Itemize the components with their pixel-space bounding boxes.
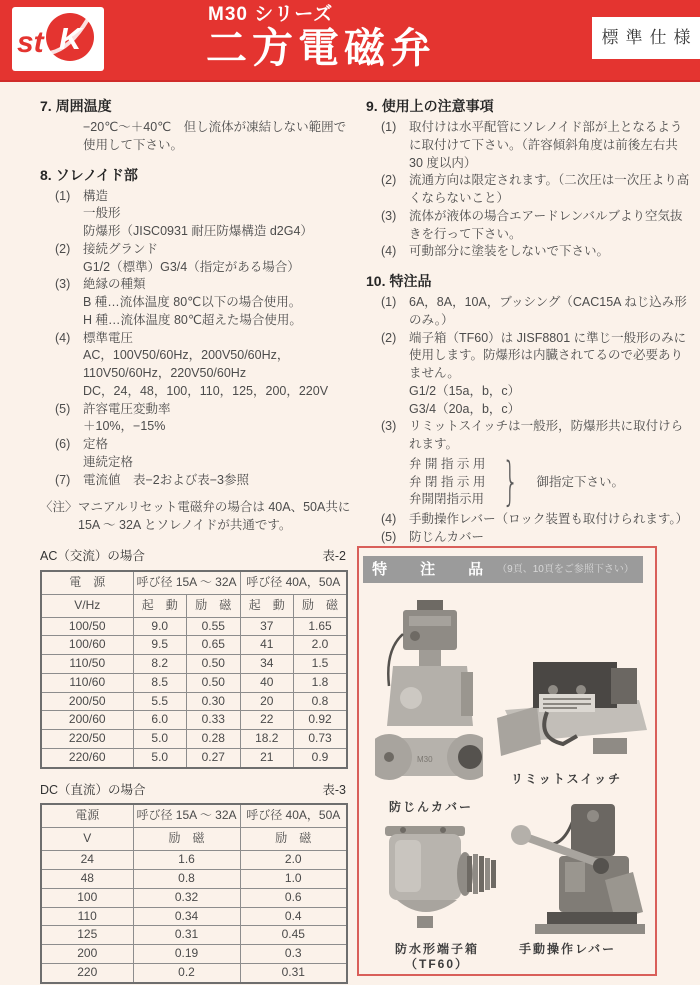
standard-spec-badge: 標準仕様 [592, 17, 700, 59]
list-subitem [55, 259, 358, 277]
table-cell: 100/50 [41, 617, 133, 636]
table-cell: 8.2 [133, 655, 187, 674]
section-heading [40, 165, 358, 185]
list-item [55, 401, 358, 419]
table-cell: 21 [240, 748, 294, 767]
left-sections [40, 96, 358, 489]
list-item [381, 330, 690, 383]
table-row [41, 673, 347, 692]
subitem-text: H 種…流体温度 80℃超えた場合使用。 [83, 312, 302, 327]
table-cell: 37 [240, 617, 294, 636]
table-cell: 220/60 [41, 748, 133, 767]
item-text: 構造 [83, 188, 109, 203]
table-row [41, 655, 347, 674]
table-header-cell: 呼び径 40A，50A [240, 571, 347, 595]
subitem-indent [381, 401, 409, 419]
special-products-subtitle: （9頁、10頁をご参照下さい） [497, 563, 634, 575]
item-label: (6) [55, 437, 71, 451]
note-block [40, 499, 358, 535]
item-text: 接続グランド [83, 241, 159, 256]
section-heading [366, 96, 690, 116]
caption-terminal-box-line1: 防水形端子箱 [394, 942, 479, 956]
table-cell: 100/60 [41, 636, 133, 655]
table-cell: 5.0 [133, 748, 187, 767]
table-cell: 0.55 [187, 617, 241, 636]
table-row [41, 851, 347, 870]
list-subitem [381, 383, 690, 401]
table-header-cell: 電源 [41, 804, 133, 828]
table-cell: 125 [41, 926, 133, 945]
table-cell: 18.2 [240, 730, 294, 749]
section-title: 特注品 [389, 273, 432, 289]
brace-note: 御指定下さい。 [536, 474, 625, 489]
list-item [55, 276, 358, 294]
list-subitem [55, 383, 358, 401]
table-row [41, 636, 347, 655]
right-column [366, 96, 690, 557]
table-cell: 40 [240, 673, 294, 692]
list-item [381, 418, 690, 454]
table-header-cell: 励 磁 [133, 828, 240, 851]
item-label: (1) [381, 120, 397, 134]
page-title: 二方電磁弁 [206, 25, 436, 71]
list-item [381, 119, 690, 172]
item-label: (3) [381, 419, 397, 434]
item-text: −20℃〜＋40℃ 但し流体が凍結しない範囲で使用して下さい。 [83, 120, 347, 152]
subitem-text: 防爆形（JISC0931 耐圧防爆構造 d2G4） [83, 224, 313, 238]
item-label: (4) [381, 244, 397, 259]
limit-switch-photo-icon [497, 648, 647, 766]
dc-table-ref: 表-3 [322, 782, 346, 797]
table-header-cell: 呼び径 40A，50A [240, 804, 347, 828]
left-column [40, 96, 358, 984]
item-text: 可動部分に塗装をしないで下さい。 [409, 244, 610, 259]
table-row [41, 748, 347, 767]
table-header-cell: V/Hz [41, 594, 133, 617]
logo-st-text: st [17, 26, 44, 59]
list-item [381, 529, 690, 547]
section-heading [366, 271, 690, 291]
table-header-cell: 励 磁 [294, 594, 348, 617]
item-text: リミットスイッチは一般形，防爆形共に取付けられます。 [409, 419, 684, 451]
table-header-cell: 呼び径 15A 〜 32A [133, 804, 240, 828]
table-cell: 0.32 [133, 888, 240, 907]
subitem-indent [55, 454, 83, 472]
item-text: 手動操作レバー（ロック装置も取付けられます。） [409, 512, 689, 526]
table-cell: 0.73 [294, 730, 348, 749]
section-number: 7. [40, 98, 52, 114]
list-subitem [55, 312, 358, 330]
brace-line: 弁開閉指示用 [409, 492, 485, 507]
item-text: 定格 [83, 437, 109, 451]
series-name: M30 シリーズ [208, 4, 334, 25]
list-item [55, 436, 358, 454]
section-title: 周囲温度 [55, 98, 112, 114]
table-cell: 0.28 [187, 730, 241, 749]
table-header-cell: 起 動 [240, 594, 294, 617]
section-number: 8. [40, 166, 52, 183]
section-9 [366, 96, 690, 261]
table-cell: 220 [41, 963, 133, 982]
item-label: (2) [381, 330, 397, 345]
section-heading [40, 96, 358, 116]
subitem-indent [55, 383, 83, 401]
svg-text:M30: M30 [417, 755, 433, 764]
brace-glyph: } [502, 452, 520, 513]
photo-dust-cover [375, 600, 483, 792]
photo-terminal-box [373, 818, 501, 938]
photo-limit-switch [497, 648, 647, 766]
table-row [41, 888, 347, 907]
ac-table-ref: 表-2 [322, 548, 346, 563]
list-item [55, 119, 358, 155]
subitem-indent [55, 259, 83, 277]
company-logo [12, 7, 104, 71]
subitem-text: 連続定格 [83, 454, 134, 469]
item-label: (5) [381, 529, 397, 544]
table-cell: 200/50 [41, 692, 133, 711]
subitem-text: G3/4（20a，b，c） [409, 401, 521, 416]
table-row [41, 907, 347, 926]
table-cell: 1.8 [294, 673, 348, 692]
table-cell: 0.8 [294, 692, 348, 711]
table-cell: 0.33 [187, 711, 241, 730]
item-label: (1) [55, 188, 71, 203]
subitem-text: AC，100V50/60Hz，200V50/60Hz，110V50/60Hz，220V50/60Hz [83, 348, 290, 380]
table-cell: 0.31 [133, 926, 240, 945]
table-row [41, 963, 347, 982]
list-item [381, 243, 690, 261]
subitem-indent [381, 383, 409, 401]
table-row [41, 945, 347, 964]
table-cell: 0.3 [240, 945, 347, 964]
table-cell: 0.30 [187, 692, 241, 711]
special-products-title: 特 注 品 [372, 560, 493, 578]
dc-table-caption-row [40, 782, 346, 800]
subitem-indent [55, 294, 83, 312]
ac-table-caption: AC（交流）の場合 [40, 548, 145, 563]
table-cell: 200 [41, 945, 133, 964]
section-8 [40, 165, 358, 490]
table-cell: 1.65 [294, 617, 348, 636]
table-cell: 5.5 [133, 692, 187, 711]
table-cell: 24 [41, 851, 133, 870]
item-text: 許容電圧変動率 [83, 401, 171, 416]
right-sections [366, 96, 690, 547]
table-cell: 0.4 [240, 907, 347, 926]
table-cell: 200/60 [41, 711, 133, 730]
section-7 [40, 96, 358, 155]
table-cell: 220/50 [41, 730, 133, 749]
subitem-indent [55, 223, 83, 241]
table-cell: 1.6 [133, 851, 240, 870]
list-subitem [55, 347, 358, 383]
item-text: 6A，8A，10A，ブッシング（CAC15A ねじ込み形のみ。） [409, 295, 687, 327]
table-cell: 0.45 [240, 926, 347, 945]
section-number: 10. [366, 273, 386, 289]
photo-manual-lever [505, 800, 651, 940]
special-products-box [357, 546, 657, 976]
item-label: (3) [381, 208, 397, 223]
item-label: (1) [381, 295, 397, 309]
subitem-indent [55, 418, 83, 436]
table-cell: 41 [240, 636, 294, 655]
dc-table-caption: DC（直流）の場合 [40, 782, 146, 797]
caption-dust-cover: 防じんカバー [389, 800, 474, 814]
list-subitem [55, 418, 358, 436]
table-row [41, 926, 347, 945]
item-text: 端子箱（TF60）は JISF8801 に準じ一般形のみに使用します。防爆形は内臓されてるので必要ありません。 [409, 330, 687, 380]
caption-manual-lever: 手動操作レバー [519, 942, 617, 956]
table-cell: 20 [240, 692, 294, 711]
table-cell: 0.34 [133, 907, 240, 926]
item-text: 防じんカバー [409, 529, 485, 544]
logo-k-text: K [59, 21, 82, 56]
section-10 [366, 271, 690, 547]
list-item [55, 241, 358, 259]
note-text: マニアルリセット電磁弁の場合は 40A、50A共に 15A 〜 32A とソレノイドが共通です。 [78, 500, 351, 532]
table-cell: 0.6 [240, 888, 347, 907]
table-row [41, 617, 347, 636]
list-subitem [55, 294, 358, 312]
list-item [55, 330, 358, 348]
item-label: (4) [55, 330, 71, 345]
item-label: (5) [55, 401, 71, 416]
table-cell: 2.0 [240, 851, 347, 870]
table-cell: 6.0 [133, 711, 187, 730]
subitem-text: G1/2（15a，b，c） [409, 383, 521, 398]
table-cell: 110 [41, 907, 133, 926]
section-title: ソレノイド部 [55, 166, 138, 183]
table-cell: 9.5 [133, 636, 187, 655]
list-item [55, 188, 358, 206]
brace-line: 弁 閉 指 示 用 [409, 474, 486, 489]
ac-table-caption-row [40, 548, 346, 566]
list-item [381, 208, 690, 244]
section-number: 9. [366, 98, 378, 114]
table-cell: 0.92 [294, 711, 348, 730]
list-subitem [55, 205, 358, 223]
list-item [381, 511, 690, 529]
dust-cover-photo-icon [375, 600, 483, 792]
table-cell: 9.0 [133, 617, 187, 636]
special-products-header [363, 556, 643, 583]
item-text: 標準電圧 [83, 330, 134, 345]
item-text: 絶縁の種類 [83, 277, 146, 292]
table-row [41, 711, 347, 730]
table-header-cell: 電 源 [41, 571, 133, 595]
subitem-indent [55, 312, 83, 330]
caption-terminal-box [379, 942, 495, 972]
table-cell: 0.8 [133, 870, 240, 889]
table-cell: 0.27 [187, 748, 241, 767]
list-subitem [55, 223, 358, 241]
table-header-cell: V [41, 828, 133, 851]
terminal-box-photo-icon [373, 818, 501, 938]
table-cell: 0.9 [294, 748, 348, 767]
item-label [55, 119, 83, 155]
table-cell: 110/60 [41, 673, 133, 692]
table-row [41, 870, 347, 889]
table-cell: 0.31 [240, 963, 347, 982]
table-cell: 100 [41, 888, 133, 907]
brace-group [409, 452, 690, 513]
subitem-text: 一般形 [83, 206, 121, 221]
table-cell: 34 [240, 655, 294, 674]
subitem-indent [55, 347, 83, 383]
item-text: 流体が液体の場合エアードレンバルブより空気抜きを行って下さい。 [409, 208, 683, 241]
table-header-cell: 呼び径 15A 〜 32A [133, 571, 240, 595]
table-cell: 1.0 [240, 870, 347, 889]
table-cell: 1.5 [294, 655, 348, 674]
item-label: (2) [381, 173, 397, 188]
table-cell: 48 [41, 870, 133, 889]
table-header-cell: 励 磁 [240, 828, 347, 851]
subitem-text: B 種…流体温度 80℃以下の場合使用。 [83, 295, 302, 309]
ac-current-table [40, 570, 348, 769]
list-item [55, 472, 358, 490]
item-label: (2) [55, 241, 71, 256]
brace-lines [409, 456, 485, 509]
table-cell: 0.2 [133, 963, 240, 982]
table-header-cell: 起 動 [133, 594, 187, 617]
table-cell: 110/50 [41, 655, 133, 674]
note-label: 〈注〉 [40, 500, 78, 515]
table-cell: 0.50 [187, 655, 241, 674]
section-title: 使用上の注意事項 [381, 98, 494, 114]
dc-current-table [40, 803, 348, 983]
table-cell: 2.0 [294, 636, 348, 655]
item-label: (3) [55, 277, 71, 292]
subitem-indent [55, 205, 83, 223]
item-label: (4) [381, 512, 397, 526]
list-item [381, 172, 690, 208]
caption-terminal-box-line2: （TF60） [404, 957, 469, 971]
table-cell: 0.19 [133, 945, 240, 964]
subitem-text: ＋10%，−15% [83, 419, 166, 434]
item-text: 電流値 表−2および表−3参照 [83, 472, 250, 487]
table-cell: 0.65 [187, 636, 241, 655]
table-cell: 22 [240, 711, 294, 730]
subitem-text: G1/2（標準）G3/4（指定がある場合） [83, 259, 300, 274]
caption-limit-switch: リミットスイッチ [511, 772, 623, 786]
table-row [41, 730, 347, 749]
table-cell: 5.0 [133, 730, 187, 749]
table-row [41, 692, 347, 711]
stk-logo-icon [12, 7, 104, 71]
list-subitem [55, 454, 358, 472]
table-cell: 8.5 [133, 673, 187, 692]
table-header-cell: 励 磁 [187, 594, 241, 617]
header-band [0, 0, 700, 82]
item-label: (7) [55, 472, 71, 487]
brace-line: 弁 開 指 示 用 [409, 456, 486, 471]
item-text: 流通方向は限定されます。（二次圧は一次圧より高くならないこと） [409, 173, 690, 205]
item-text: 取付けは水平配管にソレノイド部が上となるように取付けて下さい。（許容傾斜角度は前後左右共 30 度以内） [409, 120, 683, 170]
list-subitem [381, 401, 690, 419]
list-item [381, 294, 690, 330]
subitem-text: DC，24，48，100，110，125，200，220V [83, 383, 329, 398]
table-cell: 0.50 [187, 673, 241, 692]
manual-lever-photo-icon [505, 800, 651, 940]
